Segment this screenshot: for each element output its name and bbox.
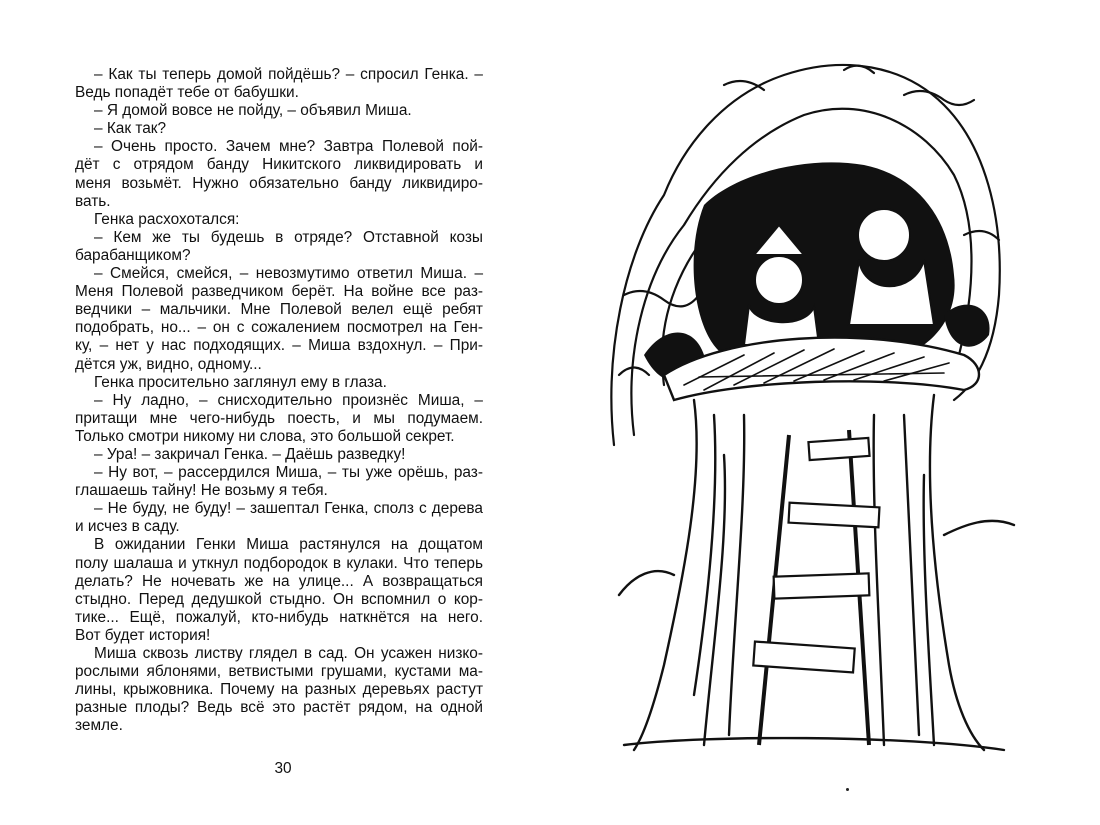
text-line: ку, – нет у нас подходящих. – Миша вздохнул. – При- bbox=[75, 337, 483, 355]
text-line: лины, крыжовника. Почему на разных деревьях растут bbox=[75, 681, 483, 699]
text-line: меня возьмёт. Нужно обязательно банду ликвидиро- bbox=[75, 174, 483, 192]
text-line: – Как ты теперь домой пойдёшь? – спросил Генка. – bbox=[94, 66, 483, 83]
text-line: – Ну вот, – рассердился Миша, – ты уже орёшь, раз- bbox=[94, 464, 483, 482]
text-line: глашаешь тайну! Не возьму я тебя. bbox=[75, 482, 328, 500]
text-line: рослыми яблонями, ветвистыми грушами, кустами ма- bbox=[75, 663, 483, 681]
text-line: тике... Ещё, пожалуй, кто-нибудь наткнётся на него. bbox=[75, 608, 483, 626]
text-line: разные плоды? Ведь всё это растёт рядом, на одной bbox=[75, 699, 483, 717]
thatch bbox=[664, 338, 979, 400]
text-line: ведчики – мальчики. Мне Полевой велел ещё ребят bbox=[75, 301, 483, 319]
text-column bbox=[75, 66, 483, 735]
print-speck bbox=[846, 788, 849, 791]
text-line: барабанщиком? bbox=[75, 246, 191, 264]
page-number: 30 bbox=[274, 760, 292, 777]
text-line: вать. bbox=[75, 192, 111, 210]
text-line: – Кем же ты будешь в отряде? Отставной козы bbox=[94, 228, 483, 246]
ladder bbox=[753, 430, 879, 745]
text-line: – Как так? bbox=[94, 120, 167, 138]
text-line: Генка расхохотался: bbox=[94, 210, 240, 228]
text-line: дёт с отрядом банду Никитского ликвидировать и bbox=[75, 156, 483, 174]
text-line: – Ну ладно, – снисходительно произнёс Миша, – bbox=[94, 391, 483, 409]
text-line: делать? Не ночевать же на улице... А возвращаться bbox=[75, 572, 483, 590]
text-line: подобрать, но... – он с сожалением посмотрел на Ген- bbox=[75, 319, 483, 337]
text-line: притащи мне чего-нибудь поесть, и мы подумаем. bbox=[75, 409, 483, 427]
text-line: В ожидании Генки Миша растянулся на дощатом bbox=[94, 536, 483, 554]
text-line: Генка просительно заглянул ему в глаза. bbox=[94, 373, 387, 391]
text-line: Только смотри никому ни слова, это большой секрет. bbox=[75, 427, 455, 445]
text-line: Ведь попадёт тебе от бабушки. bbox=[75, 84, 299, 102]
text-line: Миша сквозь листву глядел в сад. Он усажен низко- bbox=[94, 645, 483, 662]
tree-house-illustration bbox=[604, 55, 1024, 755]
text-line: Меня Полевой разведчиком берёт. На войне все раз- bbox=[75, 283, 483, 301]
text-line: – Я домой вовсе не пойду, – объявил Миша. bbox=[94, 102, 412, 120]
text-line: Вот будет история! bbox=[75, 626, 211, 644]
text-line: – Не буду, не буду! – зашептал Генка, сполз с дерева bbox=[94, 500, 483, 518]
text-line: – Смейся, смейся, – невозмутимо ответил Миша. – bbox=[94, 265, 483, 283]
text-line: дётся уж, видно, одному... bbox=[75, 355, 262, 373]
text-line: – Ура! – закричал Генка. – Даёшь разведку! bbox=[94, 445, 406, 463]
text-line: – Очень просто. Зачем мне? Завтра Полевой пой- bbox=[94, 138, 483, 156]
text-line: полу шалаша и уткнул подбородок в кулаки. Что теперь bbox=[75, 554, 483, 572]
text-line: стыдно. Перед дедушкой стыдно. Он вспомнил о кор- bbox=[75, 590, 483, 608]
text-line: и исчез в саду. bbox=[75, 518, 180, 536]
text-line: земле. bbox=[75, 717, 123, 735]
